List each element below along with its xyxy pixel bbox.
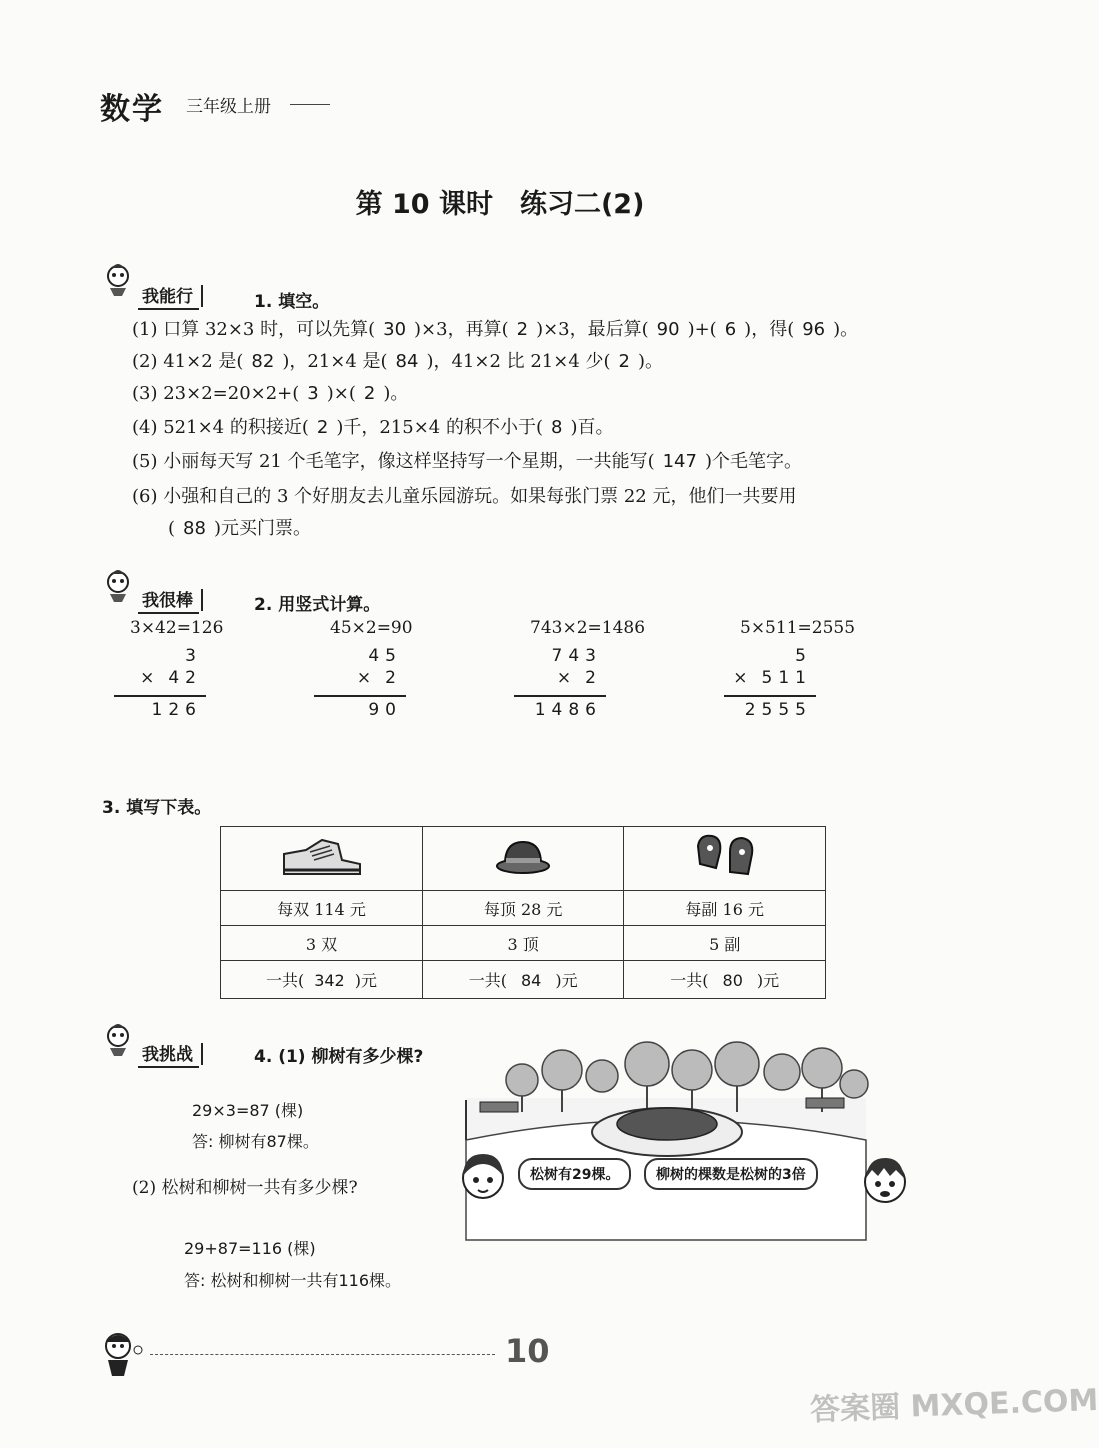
multiplier: 42: [168, 668, 202, 688]
header-divider: [290, 104, 330, 105]
total-answer: 342: [314, 971, 345, 990]
blank-answer: 90: [656, 319, 680, 340]
page-number: 10: [505, 1332, 550, 1370]
question-4-2: (2) 松树和柳树一共有多少棵?: [132, 1178, 358, 1198]
times-sign: ×: [556, 668, 578, 688]
prompt-text: )元买门票。: [213, 518, 311, 539]
answer2-equation: 29+87=116 (棵): [184, 1239, 316, 1258]
answer2-text: 答: 松树和柳树一共有116棵。: [184, 1271, 402, 1290]
footer-mascot-icon: [98, 1330, 148, 1384]
badge-label: 我能行: [138, 282, 199, 310]
blank-answer: 147: [662, 451, 697, 472]
badge-label: 我挑战: [138, 1040, 199, 1068]
multiplicand: 45: [368, 646, 402, 666]
calc-underline: [724, 695, 816, 697]
prompt-text: (4) 521×4 的积接近(: [132, 417, 309, 438]
quantity-cell: 3 顶: [422, 926, 623, 961]
badge-section1: [138, 282, 203, 310]
multiplicand: 5: [795, 646, 812, 666]
total-answer: 84: [520, 971, 542, 990]
blank-answer: 82: [251, 351, 275, 372]
price-table: [220, 826, 826, 999]
calc-underline: [114, 695, 206, 697]
calc-result: 2555: [744, 700, 812, 720]
calc-equation: 743×2=1486: [530, 618, 646, 638]
prompt-text: )。: [383, 383, 409, 404]
unit-price-row: [221, 891, 826, 926]
multiplier-row: [322, 668, 402, 688]
subject-title: 数学: [100, 92, 164, 127]
times-sign: ×: [140, 668, 161, 688]
prompt-text: (6) 小强和自己的 3 个好朋友去儿童乐园游玩。如果每张门票 22 元，他们一共要用: [132, 486, 797, 507]
watermark: 答案圈 MXQE.COM: [809, 1382, 1099, 1429]
park-illustration: [452, 1040, 872, 1244]
vertical-calculations: [0, 618, 1000, 738]
calc-underline: [314, 695, 406, 697]
prompt-text: (3) 23×2=20×2+(: [132, 383, 300, 404]
mascot-icon: [100, 1022, 136, 1062]
prompt-text: )+(: [687, 319, 717, 340]
lesson-title: 第 10 课时 练习二(2): [355, 189, 645, 220]
grade-label: 三年级上册: [186, 97, 271, 117]
prompt-text: (5) 小丽每天写 21 个毛笔字，像这样坚持写一个星期，一共能写(: [132, 451, 655, 472]
mascot-icon: [100, 262, 136, 302]
times-sign: ×: [356, 668, 378, 688]
badge-section2: [138, 586, 203, 614]
price-cell: 每双 114 元: [221, 891, 423, 926]
calc-result: 126: [151, 700, 202, 720]
blank-answer: 3: [307, 383, 319, 404]
prompt-text: )，得(: [744, 319, 795, 340]
calc-result: 1486: [534, 700, 602, 720]
blank-answer: 96: [802, 319, 826, 340]
prompt-text: )百。: [570, 417, 614, 438]
badge-label: 我很棒: [138, 586, 199, 614]
multiplicand: 743: [551, 646, 602, 666]
total-row: [221, 961, 826, 999]
total-cell: 一共( 342 )元: [221, 961, 423, 999]
multiplier-row: [522, 668, 602, 688]
prompt-text: )×3，最后算(: [536, 319, 649, 340]
prompt-text: (1) 口算 32×3 时，可以先算(: [132, 319, 376, 340]
prompt-text: )×3，再算(: [414, 319, 509, 340]
calc-underline: [514, 695, 606, 697]
fill-in-line: [132, 517, 311, 541]
fill-in-line: [132, 318, 858, 342]
question-2-heading: 2. 用竖式计算。: [254, 595, 381, 615]
answer1-equation: 29×3=87 (棵): [192, 1101, 304, 1120]
prompt-text: (2) 41×2 是(: [132, 351, 244, 372]
prompt-text: )，21×4 是(: [282, 351, 388, 372]
blank-answer: 88: [183, 518, 206, 539]
question-3-heading: 3. 填写下表。: [102, 798, 212, 818]
calc-equation: 45×2=90: [330, 618, 413, 638]
prompt-text: )，41×2 比 21×4 少(: [426, 351, 611, 372]
quantity-cell: 3 双: [221, 926, 423, 961]
blank-answer: 8: [550, 417, 563, 438]
prompt-text: )。: [833, 319, 859, 340]
total-cell: 一共( 84 )元: [422, 961, 623, 999]
footer-line: [150, 1354, 495, 1355]
blank-answer: 2: [363, 383, 376, 404]
multiplicand: 3: [185, 646, 202, 666]
speech-bubble-left: 松树有29棵。: [518, 1158, 631, 1190]
question-4-heading: 4. (1) 柳树有多少棵?: [254, 1047, 424, 1067]
total-cell: 一共( 80 )元: [624, 961, 826, 999]
quantity-row: [221, 926, 826, 961]
girl-icon: [454, 1148, 512, 1212]
icon-row: [221, 827, 826, 891]
blank-answer: 2: [316, 417, 329, 438]
prompt-text: )个毛笔字。: [704, 451, 802, 472]
speech-bubble-right: 柳树的棵数是松树的3倍: [644, 1158, 818, 1190]
badge-section4: [138, 1040, 203, 1068]
sneaker-icon: [221, 827, 423, 891]
boy-icon: [856, 1150, 914, 1214]
fill-in-line: [132, 485, 796, 509]
times-sign: ×: [733, 668, 754, 688]
calc-equation: 5×511=2555: [740, 618, 856, 638]
hat-icon: [422, 827, 623, 891]
quantity-cell: 5 副: [624, 926, 826, 961]
answer1-text: 答: 柳树有87棵。: [192, 1132, 319, 1151]
fill-in-line: [132, 416, 613, 440]
calc-result: 90: [368, 700, 402, 720]
price-cell: 每副 16 元: [624, 891, 826, 926]
fill-in-line: [132, 382, 408, 406]
mittens-icon: [624, 827, 826, 891]
fill-in-line: [132, 450, 802, 474]
prompt-text: )。: [637, 351, 664, 372]
total-answer: 80: [722, 971, 743, 990]
multiplier-row: [732, 668, 812, 688]
blank-answer: 84: [395, 351, 419, 372]
multiplier: 2: [385, 668, 402, 688]
blank-answer: 2: [618, 351, 630, 372]
multiplier: 2: [585, 668, 602, 688]
prompt-text: (: [132, 518, 176, 539]
fill-in-line: [132, 350, 663, 374]
blank-answer: 2: [516, 319, 529, 340]
price-cell: 每顶 28 元: [422, 891, 623, 926]
multiplier: 511: [761, 668, 812, 688]
multiplier-row: [122, 668, 202, 688]
calc-equation: 3×42=126: [130, 618, 224, 638]
blank-answer: 6: [724, 319, 737, 340]
question-1-heading: 1. 填空。: [254, 292, 330, 312]
blank-answer: 30: [383, 319, 407, 340]
prompt-text: )×(: [326, 383, 356, 404]
prompt-text: )千，215×4 的积不小于(: [336, 417, 543, 438]
mascot-icon: [100, 568, 136, 608]
